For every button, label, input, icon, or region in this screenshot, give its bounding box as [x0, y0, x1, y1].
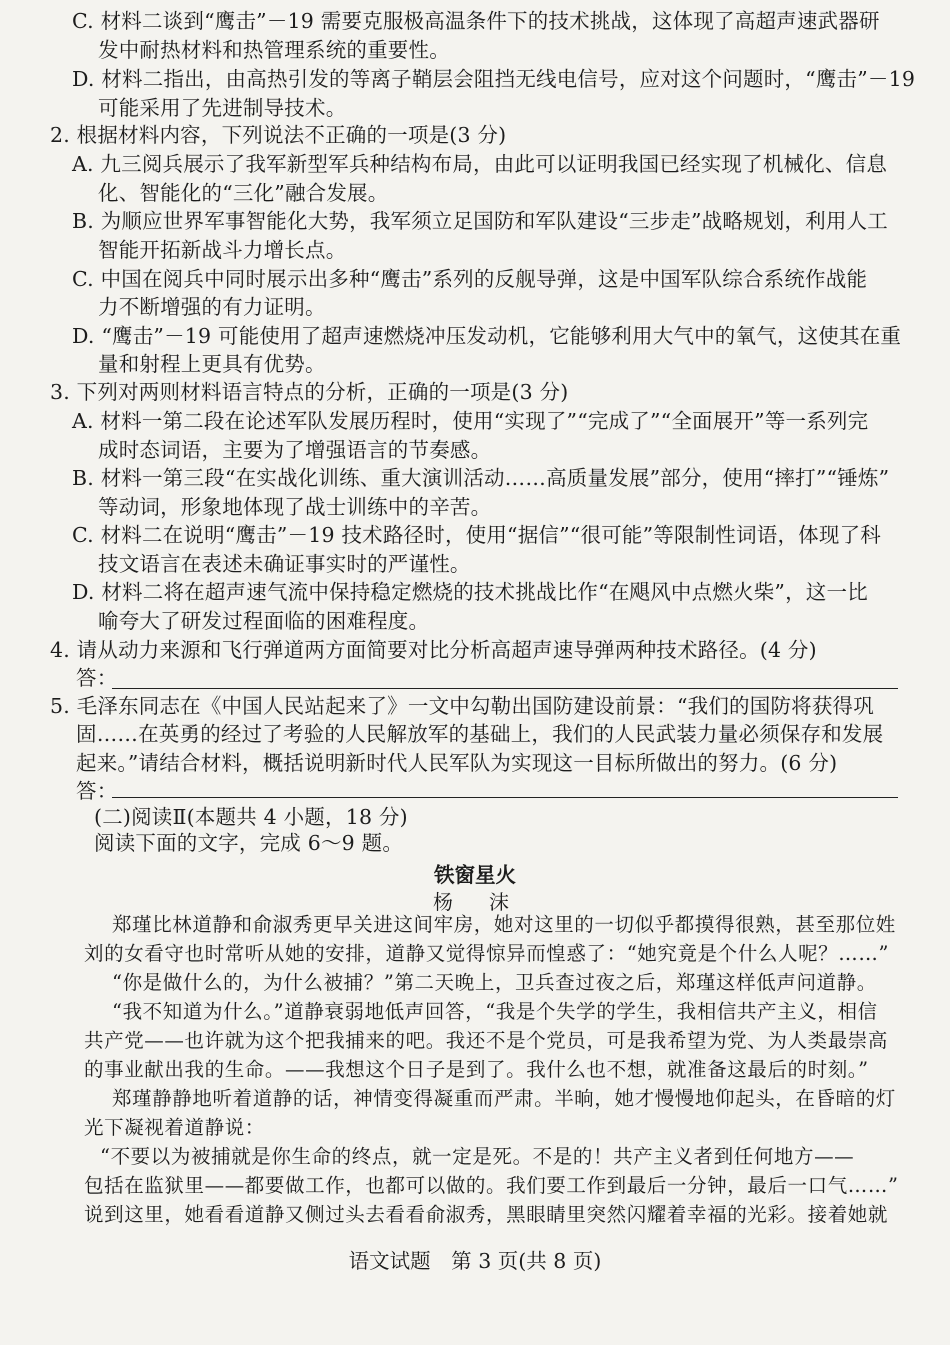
q1-option-c-line2: 发中耐热材料和热管理系统的重要性。	[98, 38, 450, 62]
section2-heading: (二)阅读Ⅱ(本题共 4 小题，18 分)	[94, 805, 408, 829]
q3-stem: 3. 下列对两则材料语言特点的分析，正确的一项是(3 分)	[50, 380, 569, 404]
story-line: “你是做什么的，为什么被捕？”第二天晚上，卫兵查过夜之后，郑瑾这样低声问道静。	[112, 971, 877, 994]
story-line: 包括在监狱里——都要做工作，也都可以做的。我们要工作到最后一分钟，最后一口气……”	[84, 1174, 899, 1197]
q5-stem-line3: 起来。”请结合材料，概括说明新时代人民军队为实现这一目标所做出的努力。(6 分)	[76, 751, 838, 775]
q2-option-a-line1: A. 九三阅兵展示了我军新型军兵种结构布局，由此可以证明我国已经实现了机械化、信息	[72, 152, 888, 176]
q3-option-d-line1: D. 材料二将在超声速气流中保持稳定燃烧的技术挑战比作“在飓风中点燃火柴”，这一比	[72, 580, 868, 604]
q5-stem-line1: 5. 毛泽东同志在《中国人民站起来了》一文中勾勒出国防建设前景：“我们的国防将获得巩	[50, 694, 874, 718]
section2-instruction: 阅读下面的文字，完成 6～9 题。	[94, 831, 404, 855]
story-line: 说到这里，她看看道静又侧过头去看看俞淑秀，黑眼睛里突然闪耀着幸福的光彩。接着她就	[84, 1203, 889, 1226]
q5-answer-label: 答：	[76, 779, 118, 803]
q2-option-b-line2: 智能开拓新战斗力增长点。	[98, 238, 347, 262]
q2-option-b-line1: B. 为顺应世界军事智能化大势，我军须立足国防和军队建设“三步走”战略规划，利用人工	[72, 209, 888, 233]
page-footer: 语文试题 第 3 页(共 8 页)	[348, 1249, 602, 1273]
q1-option-d-line1: D. 材料二指出，由高热引发的等离子鞘层会阻挡无线电信号，应对这个问题时，“鹰击”－19	[72, 67, 916, 91]
q5-answer-line[interactable]	[112, 797, 898, 798]
q3-option-a-line2: 成时态词语，主要为了增强语言的节奏感。	[98, 438, 492, 462]
q2-option-c-line1: C. 中国在阅兵中同时展示出多种“鹰击”系列的反舰导弹，这是中国军队综合系统作战能	[72, 267, 868, 291]
q4-answer-label: 答：	[76, 666, 118, 690]
q2-option-a-line2: 化、智能化的“三化”融合发展。	[98, 181, 389, 205]
q4-stem: 4. 请从动力来源和飞行弹道两方面简要对比分析高超声速导弹两种技术路径。(4 分)	[50, 638, 817, 662]
q3-option-d-line2: 喻夸大了研发过程面临的困难程度。	[98, 609, 430, 633]
story-line: 郑瑾静静地听着道静的话，神情变得凝重而严肃。半晌，她才慢慢地仰起头，在昏暗的灯	[112, 1087, 896, 1110]
q2-option-c-line2: 力不断增强的有力证明。	[98, 295, 326, 319]
story-line: 刘的女看守也时常听从她的安排，道静又觉得惊异而惶惑了：“她究竟是个什么人呢？……”	[84, 942, 890, 965]
story-line: 郑瑾比林道静和俞淑秀更早关进这间牢房，她对这里的一切似乎都摸得很熟，甚至那位姓	[112, 913, 896, 936]
q3-option-a-line1: A. 材料一第二段在论述军队发展历程时，使用“实现了”“完成了”“全面展开”等一系列完	[72, 409, 869, 433]
q3-option-c-line1: C. 材料二在说明“鹰击”－19 技术路径时，使用“据信”“很可能”等限制性词语，体现了科	[72, 523, 881, 547]
q5-stem-line2: 固……在英勇的经过了考验的人民解放军的基础上，我们的人民武装力量必须保存和发展	[76, 722, 884, 746]
q3-option-b-line1: B. 材料一第三段“在实战化训练、重大演训活动……高质量发展”部分，使用“摔打”“锤炼”	[72, 466, 890, 490]
q3-option-b-line2: 等动词，形象地体现了战士训练中的辛苦。	[98, 495, 492, 519]
story-line: 光下凝视着道静说：	[84, 1116, 265, 1139]
story-line: “不要以为被捕就是你生命的终点，就一定是死。不是的！共产主义者到任何地方——	[100, 1145, 855, 1168]
q1-option-c-line1: C. 材料二谈到“鹰击”－19 需要克服极高温条件下的技术挑战，这体现了高超声速武器研	[72, 9, 880, 33]
q1-option-d-line2: 可能采用了先进制导技术。	[98, 96, 347, 120]
story-line: “我不知道为什么。”道静衰弱地低声回答，“我是个失学的学生，我相信共产主义，相信	[112, 1000, 878, 1023]
story-title: 铁窗星火	[434, 863, 516, 887]
story-line: 的事业献出我的生命。——我想这个日子是到了。我什么也不想，就准备这最后的时刻。”	[84, 1058, 869, 1081]
story-line: 共产党——也许就为这个把我捕来的吧。我还不是个党员，可是我希望为党、为人类最崇高	[84, 1029, 889, 1052]
q2-stem: 2. 根据材料内容，下列说法不正确的一项是(3 分)	[50, 123, 507, 147]
q2-option-d-line2: 量和射程上更具有优势。	[98, 352, 326, 376]
story-author: 杨 沫	[433, 890, 517, 914]
q4-answer-line[interactable]	[112, 688, 898, 689]
q3-option-c-line2: 技文语言在表述未确证事实时的严谨性。	[98, 552, 471, 576]
q2-option-d-line1: D. “鹰击”－19 可能使用了超声速燃烧冲压发动机，它能够利用大气中的氧气，这使其在重	[72, 324, 902, 348]
